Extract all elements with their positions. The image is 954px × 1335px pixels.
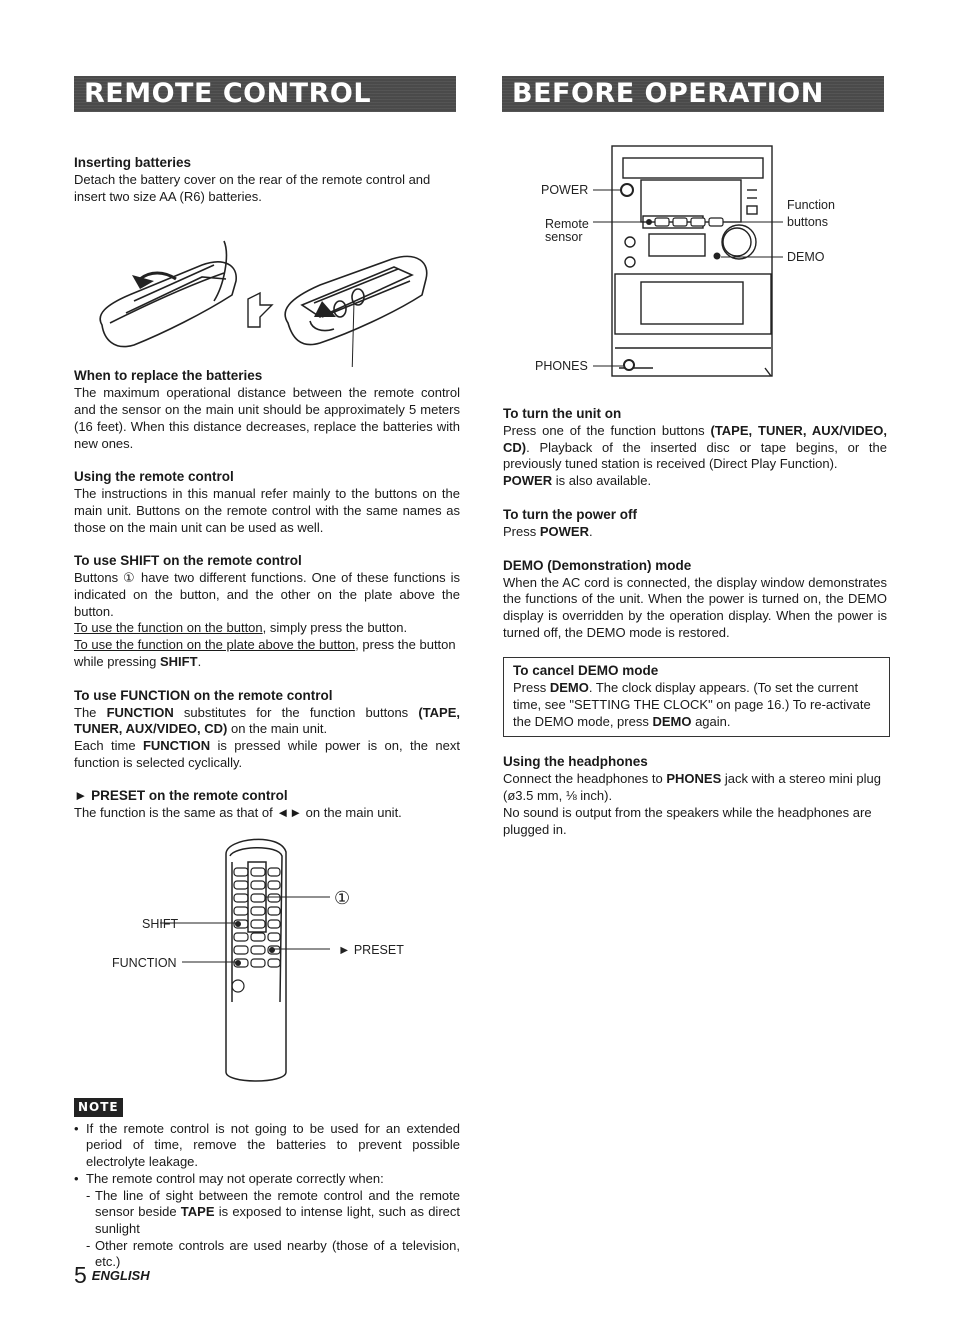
heading-headphones: Using the headphones xyxy=(503,754,648,770)
phones-jack-icon xyxy=(624,360,634,370)
next-step-arrow-icon xyxy=(248,293,272,327)
note-bullet-1: • If the remote control is not going to be used for an extended period of time, remove the batteries to prevent possible electrolyte leakage. xyxy=(74,1121,460,1171)
text-fragment: is exposed to intense light, such as direct sunlight xyxy=(95,1204,460,1236)
bold-tape: TAPE xyxy=(180,1204,215,1220)
main-unit-illustration xyxy=(503,138,887,388)
preset-callout-label: ► PRESET xyxy=(338,943,404,958)
insert-arrow-icon xyxy=(314,301,336,317)
section-banner-before-operation: BEFORE OPERATION xyxy=(502,76,884,112)
note-badge: NOTE xyxy=(74,1098,123,1117)
text-fragment: is also available. xyxy=(552,473,652,489)
sensor-callout-label: sensor xyxy=(545,230,583,244)
text-inserting-batteries: Detach the battery cover on the rear of the remote control and insert two size AA (R6) batteries. xyxy=(74,172,431,204)
underline-function-on-button: To use the function on the button xyxy=(74,620,263,636)
text-cancel-demo xyxy=(513,680,881,730)
text-fragment: , press the button while pressing xyxy=(74,637,456,669)
text-fragment: Connect the headphones to xyxy=(503,771,667,787)
page-number: 5 xyxy=(74,1262,87,1288)
remote-callout-label: Remote xyxy=(545,217,589,231)
text-shift-intro: Buttons ① have two different functions. One of these functions is indicated on the button, and the other on the plate above the button. xyxy=(74,570,460,619)
heading-replace-batteries: When to replace the batteries xyxy=(74,368,263,384)
text-fragment: The xyxy=(74,704,107,720)
heading-cancel-demo: To cancel DEMO mode xyxy=(513,663,659,679)
remote-figure-area xyxy=(74,822,460,1098)
note-section xyxy=(74,1098,460,1271)
right-column xyxy=(503,405,887,838)
text-headphones-connect xyxy=(503,771,887,804)
text-fragment: . xyxy=(588,523,593,539)
bold-demo: DEMO xyxy=(549,680,589,696)
bold-shift: SHIFT xyxy=(160,653,198,669)
phones-callout-label: PHONES xyxy=(535,359,588,373)
battery-illustration-area xyxy=(74,205,460,367)
remote-sensor-icon xyxy=(646,219,652,225)
text-using-remote: The instructions in this manual refer mainly to the buttons on the main unit. Buttons on the remote control with the same names as those on the main unit can be used as well. xyxy=(74,486,460,535)
text-fragment: Each time xyxy=(74,737,143,753)
power-callout-label: POWER xyxy=(541,183,589,197)
bold-demo: DEMO xyxy=(652,713,692,729)
text-shift-button xyxy=(74,620,460,637)
bold-function-list: (TAPE, TUNER, AUX/VIDEO, CD) xyxy=(503,423,887,455)
cancel-demo-box xyxy=(503,657,890,737)
text-shift-plate xyxy=(74,637,460,670)
section-banner-remote-control: REMOTE CONTROL xyxy=(74,76,456,112)
text-fragment: . Playback of the inserted disc or tape begins, or the previously tuned station is received (Direct Play Function). xyxy=(503,439,887,472)
function-callout-label: FUNCTION xyxy=(112,956,177,971)
page-footer xyxy=(74,1262,150,1289)
text-function-substitutes xyxy=(74,705,460,738)
bold-function: FUNCTION xyxy=(142,737,211,753)
function-callout-label: Function xyxy=(787,198,835,212)
heading-function: To use FUNCTION on the remote control xyxy=(74,687,333,703)
text-fragment: again. xyxy=(691,713,731,729)
main-unit-body-drawing xyxy=(612,146,772,376)
bold-power: POWER xyxy=(539,523,589,539)
heading-preset: ► PRESET on the remote control xyxy=(74,788,288,804)
text-demo-mode: When the AC cord is connected, the display window demonstrates the functions of the unit. When the power is turned on, the DEMO display is overridden by the operation display. When the power is turned off, the DEMO mode is restored. xyxy=(503,574,887,640)
text-replace-batteries: The maximum operational distance between the remote control and the sensor on the main unit should be approximately 5 meters (16 feet). When this distance decreases, replace the batteries with new ones. xyxy=(74,385,460,451)
text-fragment: The remote control may not operate correctly when: xyxy=(86,1170,384,1186)
buttons-callout-label: buttons xyxy=(787,215,829,229)
text-fragment: Press xyxy=(503,523,540,539)
bold-phones: PHONES xyxy=(666,771,722,787)
remote-rear-drawing xyxy=(100,241,236,347)
text-fragment: Press one of the function buttons xyxy=(503,423,711,438)
demo-callout-label: DEMO xyxy=(787,250,825,264)
text-headphones-no-sound: No sound is output from the speakers while the headphones are plugged in. xyxy=(503,804,872,837)
text-fragment: The line of sight between the remote control and the remote sensor beside xyxy=(95,1187,460,1220)
remote-control-illustration xyxy=(74,822,460,1098)
note-bullet-2 xyxy=(74,1171,460,1271)
remote-open-drawing xyxy=(285,257,427,345)
demo-button-icon xyxy=(714,253,721,260)
text-fragment: . The clock display appears. (To set the current time, see "SETTING THE CLOCK" on page 16.) To re-activate the DEMO mode, press xyxy=(513,680,871,729)
text-turn-off xyxy=(503,524,887,541)
text-fragment: substitutes for the function buttons xyxy=(173,704,419,720)
text-fragment: is pressed while power is on, the next function is selected cyclically. xyxy=(74,737,460,770)
note-dash-2: - Other remote controls are used nearby (those of a television, etc.) xyxy=(86,1238,460,1271)
text-fragment: Press xyxy=(513,680,550,696)
footer-language: ENGLISH xyxy=(91,1268,150,1283)
bold-function-list: (TAPE, TUNER, AUX/VIDEO, CD) xyxy=(74,704,461,737)
bold-power: POWER xyxy=(503,473,553,489)
heading-using-remote: Using the remote control xyxy=(74,469,234,485)
text-preset: The function is the same as that of ◄► on the main unit. xyxy=(74,805,402,821)
circled-one-callout: ① xyxy=(334,888,351,909)
text-turn-on xyxy=(503,423,887,490)
bold-function: FUNCTION xyxy=(106,704,174,720)
battery-insertion-illustration xyxy=(74,205,460,367)
underline-function-on-plate: To use the function on the plate above the button xyxy=(74,637,356,653)
heading-demo-mode: DEMO (Demonstration) mode xyxy=(503,557,692,573)
left-column xyxy=(74,154,460,1271)
text-fragment: on the main unit. xyxy=(227,721,328,737)
text-function-cyclic xyxy=(74,738,460,771)
heading-shift: To use SHIFT on the remote control xyxy=(74,553,302,569)
heading-turn-off: To turn the power off xyxy=(503,506,637,522)
note-dash-1 xyxy=(86,1188,460,1238)
heading-inserting-batteries: Inserting batteries xyxy=(74,155,192,170)
power-button-icon xyxy=(621,184,633,196)
shift-callout-label: SHIFT xyxy=(142,917,179,932)
text-fragment: , simply press the button. xyxy=(262,620,408,636)
text-fragment: jack with a stereo mini plug (ø3.5 mm, ⅛ inch). xyxy=(503,771,881,804)
text-fragment: . xyxy=(197,653,202,669)
heading-turn-on: To turn the unit on xyxy=(503,406,622,421)
